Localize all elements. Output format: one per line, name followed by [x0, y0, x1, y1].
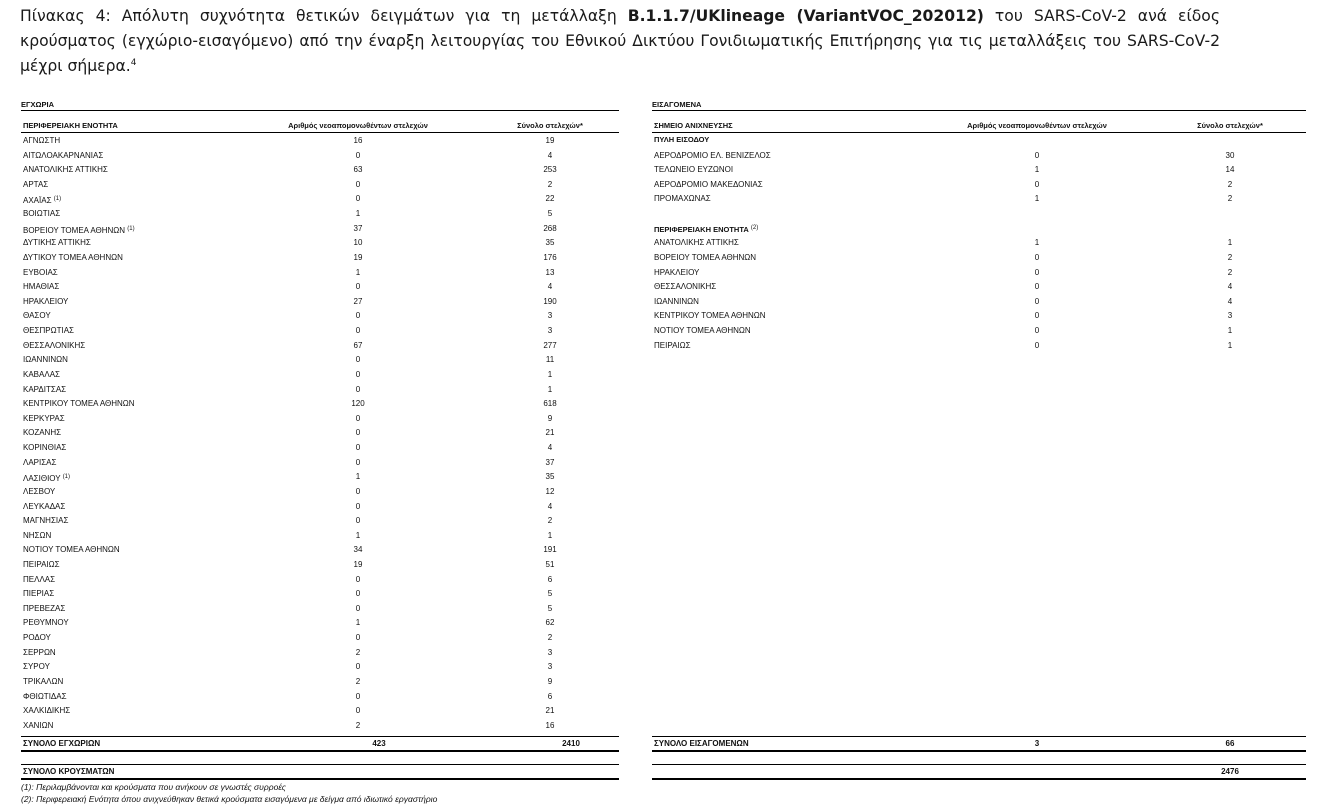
table-row: ΒΟΡΕΙΟΥ ΤΟΜΕΑ ΑΘΗΝΩΝ $^{(1)}$ 37 268 — [21, 222, 619, 237]
row-region: ΚΑΡΔΙΤΣΑΣ — [23, 384, 67, 394]
header-detection-point: ΣΗΜΕΙΟ ΑΝΙΧΝΕΥΣΗΣ — [654, 121, 733, 130]
row-region: ΒΟΡΕΙΟΥ ΤΟΜΕΑ ΑΘΗΝΩΝ — [654, 252, 757, 262]
table-row: ΠΕΛΛΑΣ 0 6 — [21, 573, 619, 588]
table-row: ΝΟΤΙΟΥ ΤΟΜΕΑ ΑΘΗΝΩΝ 34 191 — [21, 543, 619, 558]
table-row: ΒΟΙΩΤΙΑΣ 1 5 — [21, 207, 619, 222]
table-row: ΦΘΙΩΤΙΔΑΣ 0 6 — [21, 690, 619, 705]
table-row: ΜΑΓΝΗΣΙΑΣ 0 2 — [21, 514, 619, 529]
row-region: ΤΡΙΚΑΛΩΝ — [23, 676, 64, 686]
footnote-2: (2): Περιφερειακή Ενότητα όπου ανιχνεύθηκαν θετικά κρούσματα εισαγόμενα με δείγμα από ιδιωτικό εργαστήριο — [21, 794, 438, 804]
table-row: ΙΩΑΝΝΙΝΩΝ 0 4 — [652, 295, 1306, 310]
row-region: ΝΟΤΙΟΥ ΤΟΜΕΑ ΑΘΗΝΩΝ — [654, 326, 751, 336]
table-row: ΝΟΤΙΟΥ ΤΟΜΕΑ ΑΘΗΝΩΝ 0 1 — [652, 324, 1306, 339]
row-region: ΧΑΝΙΩΝ — [23, 720, 54, 730]
table-row: ΚΟΖΑΝΗΣ 0 21 — [21, 426, 619, 441]
row-region: ΠΙΕΡΙΑΣ — [23, 589, 55, 599]
table-row: ΧΑΛΚΙΔΙΚΗΣ 0 21 — [21, 704, 619, 719]
table-row: ΘΕΣΠΡΩΤΙΑΣ 0 3 — [21, 324, 619, 339]
domestic-section-title: ΕΓΧΩΡΙΑ — [21, 100, 619, 111]
row-region: ΒΟΡΕΙΟΥ ΤΟΜΕΑ ΑΘΗΝΩΝ $^{(1)}$ — [23, 225, 135, 235]
row-region: ΘΑΣΟΥ — [23, 311, 51, 321]
row-region: ΑΓΝΩΣΤΗ — [23, 136, 61, 145]
row-region: ΛΕΣΒΟΥ — [23, 486, 56, 496]
table-row: ΔΥΤΙΚΟΥ ΤΟΜΕΑ ΑΘΗΝΩΝ 19 176 — [21, 251, 619, 266]
domestic-header-row: ΠΕΡΙΦΕΡΕΙΑΚΗ ΕΝΟΤΗΤΑ Αριθμός νεοαπομονωθέντων στελεχών Σύνολο στελεχών* — [21, 121, 619, 133]
imported-section-title: ΕΙΣΑΓΟΜΕΝΑ — [652, 100, 1306, 111]
table-row: ΚΕΝΤΡΙΚΟΥ ΤΟΜΕΑ ΑΘΗΝΩΝ 120 618 — [21, 397, 619, 412]
row-region: ΙΩΑΝΝΙΝΩΝ — [654, 296, 699, 306]
table-row: ΤΡΙΚΑΛΩΝ 2 9 — [21, 675, 619, 690]
table-row: ΝΗΣΩΝ 1 1 — [21, 529, 619, 544]
caption-text-end: του SARS-CoV-2 ανά είδος κρούσματος (εγχώριο-εισαγόμενο) από την έναρξη λειτουργίας του Εθνικού Δικτύου Γονιδιωματικής Επιτήρησης για τις μεταλλάξεις του SARS-CoV-2 μέχρι σήμερα. — [20, 7, 1220, 75]
table-row: ΑΧΑΪΑΣ $^{(1)}$ 0 22 — [21, 192, 619, 207]
table-row: ΗΡΑΚΛΕΙΟΥ 0 2 — [652, 266, 1306, 281]
imported-group-region: ΠΕΡΙΦΕΡΕΙΑΚΗ ΕΝΟΤΗΤΑ $^{(2)}$ — [654, 224, 759, 234]
row-region: ΝΟΤΙΟΥ ΤΟΜΕΑ ΑΘΗΝΩΝ — [23, 545, 120, 555]
row-region: ΘΕΣΣΑΛΟΝΙΚΗΣ — [23, 340, 86, 350]
table-row: ΘΑΣΟΥ 0 3 — [21, 309, 619, 324]
table-row: ΑΕΡΟΔΡΟΜΙΟ ΜΑΚΕΔΟΝΙΑΣ 0 2 — [652, 178, 1306, 193]
table-row: ΚΕΝΤΡΙΚΟΥ ΤΟΜΕΑ ΑΘΗΝΩΝ 0 3 — [652, 309, 1306, 324]
row-region: ΣΕΡΡΩΝ — [23, 647, 56, 657]
row-region: ΔΥΤΙΚΗΣ ΑΤΤΙΚΗΣ — [23, 238, 91, 248]
row-region: ΜΑΓΝΗΣΙΑΣ — [23, 516, 69, 526]
row-detection-point: ΠΡΟΜΑΧΩΝΑΣ — [654, 194, 711, 204]
row-region: ΔΥΤΙΚΟΥ ΤΟΜΕΑ ΑΘΗΝΩΝ — [23, 252, 123, 262]
table-row: ΚΟΡΙΝΘΙΑΣ 0 4 — [21, 441, 619, 456]
row-region: ΛΑΡΙΣΑΣ — [23, 457, 57, 467]
table-row: ΡΟΔΟΥ 0 2 — [21, 631, 619, 646]
table-row: ΛΕΥΚΑΔΑΣ 0 4 — [21, 500, 619, 515]
table-row: ΤΕΛΩΝΕΙΟ ΕΥΖΩΝΟΙ 1 14 — [652, 163, 1306, 178]
table-row: ΠΙΕΡΙΑΣ 0 5 — [21, 587, 619, 602]
row-footnote-ref: (1) — [127, 225, 135, 232]
grand-total-value-row: 2476 — [652, 764, 1306, 780]
row-region: ΠΕΙΡΑΙΩΣ — [654, 340, 691, 350]
row-region: ΗΡΑΚΛΕΙΟΥ — [23, 296, 69, 306]
row-footnote-ref: (1) — [53, 196, 62, 203]
row-detection-point: ΑΕΡΟΔΡΟΜΙΟ ΜΑΚΕΔΟΝΙΑΣ — [654, 179, 763, 189]
domestic-total-label: ΣΥΝΟΛΟ ΕΓΧΩΡΙΩΝ — [23, 739, 101, 748]
row-region: ΚΟΖΑΝΗΣ — [23, 428, 62, 438]
row-region: ΑΝΑΤΟΛΙΚΗΣ ΑΤΤΙΚΗΣ — [654, 238, 739, 248]
table-row: ΛΕΣΒΟΥ 0 12 — [21, 485, 619, 500]
imported-total-row: ΣΥΝΟΛΟ ΕΙΣΑΓΟΜΕΝΩΝ 3 66 — [652, 736, 1306, 752]
table-row: ΣΥΡΟΥ 0 3 — [21, 660, 619, 675]
row-region: ΡΟΔΟΥ — [23, 633, 51, 643]
row-detection-point: ΤΕΛΩΝΕΙΟ ΕΥΖΩΝΟΙ — [654, 165, 734, 175]
table-row: ΠΕΙΡΑΙΩΣ 19 51 — [21, 558, 619, 573]
row-region: ΠΡΕΒΕΖΑΣ — [23, 603, 66, 613]
imported-total-label: ΣΥΝΟΛΟ ΕΙΣΑΓΟΜΕΝΩΝ — [654, 739, 749, 748]
table-row: ΗΡΑΚΛΕΙΟΥ 27 190 — [21, 295, 619, 310]
row-region: ΑΡΤΑΣ — [23, 179, 49, 189]
table-row: ΑΡΤΑΣ 0 2 — [21, 178, 619, 193]
row-region: ΦΘΙΩΤΙΔΑΣ — [23, 691, 67, 701]
row-region: ΚΕΡΚΥΡΑΣ — [23, 413, 65, 423]
table-row: ΘΕΣΣΑΛΟΝΙΚΗΣ 0 4 — [652, 280, 1306, 295]
grand-total-label-row — [21, 764, 619, 780]
row-region: ΛΑΣΙΘΙΟΥ $^{(1)}$ — [23, 474, 71, 484]
row-region: ΚΟΡΙΝΘΙΑΣ — [23, 443, 67, 453]
table-row: ΠΡΕΒΕΖΑΣ 0 5 — [21, 602, 619, 617]
table-row: ΑΕΡΟΔΡΟΜΙΟ ΕΛ. ΒΕΝΙΖΕΛΟΣ 0 30 — [652, 149, 1306, 164]
grand-total-label: ΣΥΝΟΛΟ ΚΡΟΥΣΜΑΤΩΝ — [23, 767, 115, 776]
imported-header-row: ΣΗΜΕΙΟ ΑΝΙΧΝΕΥΣΗΣ Αριθμός νεοαπομονωθέντων στελεχών Σύνολο στελεχών* — [652, 121, 1306, 133]
footnote-1: (1): Περιλαμβάνονται και κρούσματα που ανήκουν σε γνωστές συρροές — [21, 782, 286, 792]
row-region: ΝΗΣΩΝ — [23, 530, 52, 540]
row-detection-point: ΑΕΡΟΔΡΟΜΙΟ ΕΛ. ΒΕΝΙΖΕΛΟΣ — [654, 150, 771, 160]
row-region: ΛΕΥΚΑΔΑΣ — [23, 501, 66, 511]
row-region: ΑΙΤΩΛΟΑΚΑΡΝΑΝΙΑΣ — [23, 150, 104, 160]
table-row: ΑΙΤΩΛΟΑΚΑΡΝΑΝΙΑΣ 0 4 — [21, 149, 619, 164]
row-region: ΑΧΑΪΑΣ $^{(1)}$ — [23, 196, 62, 206]
row-region: ΘΕΣΣΑΛΟΝΙΚΗΣ — [654, 282, 717, 292]
row-region: ΚΑΒΑΛΑΣ — [23, 369, 60, 379]
row-region: ΘΕΣΠΡΩΤΙΑΣ — [23, 326, 74, 336]
table-row: ΚΑΡΔΙΤΣΑΣ 0 1 — [21, 383, 619, 398]
row-region: ΣΥΡΟΥ — [23, 662, 50, 672]
imported-table — [652, 100, 1306, 360]
table-row: ΠΕΙΡΑΙΩΣ 0 1 — [652, 339, 1306, 354]
table-row: ΑΝΑΤΟΛΙΚΗΣ ΑΤΤΙΚΗΣ 1 1 — [652, 236, 1306, 251]
table-row: ΚΑΒΑΛΑΣ 0 1 — [21, 368, 619, 383]
row-region: ΒΟΙΩΤΙΑΣ — [23, 209, 61, 219]
table-caption — [20, 4, 1220, 79]
imported-group-entry-point: ΠΥΛΗ ΕΙΣΟΔΟΥ — [654, 135, 710, 144]
caption-variant-name: B.1.1.7/UKlineage (VariantVOC_202012) — [627, 7, 984, 25]
row-region: ΠΕΛΛΑΣ — [23, 574, 56, 584]
table-row: ΑΓΝΩΣΤΗ 16 19 — [21, 134, 619, 149]
row-region: ΚΕΝΤΡΙΚΟΥ ΤΟΜΕΑ ΑΘΗΝΩΝ — [654, 311, 766, 321]
row-region: ΑΝΑΤΟΛΙΚΗΣ ΑΤΤΙΚΗΣ — [23, 165, 108, 175]
table-row: ΕΥΒΟΙΑΣ 1 13 — [21, 266, 619, 281]
table-row: ΧΑΝΙΩΝ 2 16 — [21, 719, 619, 734]
table-row: ΗΜΑΘΙΑΣ 0 4 — [21, 280, 619, 295]
table-row: ΣΕΡΡΩΝ 2 3 — [21, 646, 619, 661]
row-region: ΠΕΙΡΑΙΩΣ — [23, 559, 60, 569]
row-footnote-ref: (1) — [62, 474, 71, 481]
row-region: ΚΕΝΤΡΙΚΟΥ ΤΟΜΕΑ ΑΘΗΝΩΝ — [23, 399, 135, 409]
table-row: ΘΕΣΣΑΛΟΝΙΚΗΣ 67 277 — [21, 339, 619, 354]
row-region: ΗΡΑΚΛΕΙΟΥ — [654, 267, 700, 277]
table-row: ΚΕΡΚΥΡΑΣ 0 9 — [21, 412, 619, 427]
table-row: ΡΕΘΥΜΝΟΥ 1 62 — [21, 616, 619, 631]
header-region: ΠΕΡΙΦΕΡΕΙΑΚΗ ΕΝΟΤΗΤΑ — [23, 121, 118, 130]
row-region: ΕΥΒΟΙΑΣ — [23, 267, 58, 277]
table-row: ΑΝΑΤΟΛΙΚΗΣ ΑΤΤΙΚΗΣ 63 253 — [21, 163, 619, 178]
table-row: ΛΑΣΙΘΙΟΥ $^{(1)}$ 1 35 — [21, 470, 619, 485]
row-region: ΡΕΘΥΜΝΟΥ — [23, 618, 69, 628]
row-region: ΗΜΑΘΙΑΣ — [23, 282, 60, 292]
table-row: ΠΡΟΜΑΧΩΝΑΣ 1 2 — [652, 192, 1306, 207]
caption-text: Πίνακας 4: Απόλυτη συχνότητα θετικών δειγμάτων για τη μετάλλαξη — [20, 7, 628, 25]
row-region: ΧΑΛΚΙΔΙΚΗΣ — [23, 706, 71, 716]
table-row: ΙΩΑΝΝΙΝΩΝ 0 11 — [21, 353, 619, 368]
domestic-total-row: ΣΥΝΟΛΟ ΕΓΧΩΡΙΩΝ 423 2410 — [21, 736, 619, 752]
table-row: ΒΟΡΕΙΟΥ ΤΟΜΕΑ ΑΘΗΝΩΝ 0 2 — [652, 251, 1306, 266]
table-row: ΛΑΡΙΣΑΣ 0 37 — [21, 456, 619, 471]
domestic-table — [21, 100, 619, 750]
caption-footnote-ref: 4 — [130, 58, 137, 68]
row-region: ΙΩΑΝΝΙΝΩΝ — [23, 355, 68, 365]
table-row: ΔΥΤΙΚΗΣ ΑΤΤΙΚΗΣ 10 35 — [21, 236, 619, 251]
